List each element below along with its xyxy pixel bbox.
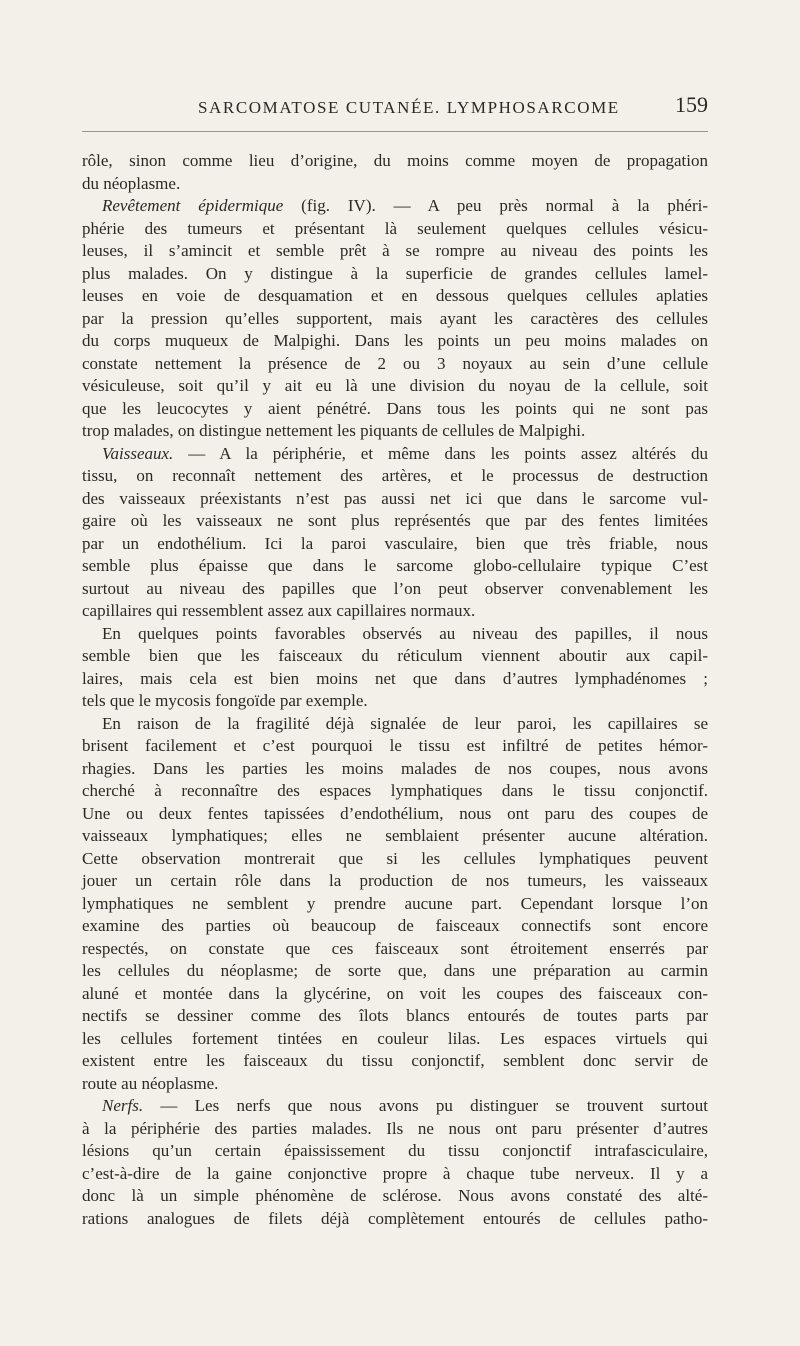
text-line	[82, 1163, 708, 1186]
section-heading: Vaisseaux.	[102, 443, 174, 463]
text-line	[82, 690, 708, 713]
line-text: rhagies. Dans les parties les moins malades de nos coupes, nous avons	[82, 758, 708, 778]
line-text: semble plus épaisse que dans le sarcome globo-cellulaire typique C’est	[82, 556, 708, 575]
section-heading: Revêtement épidermique	[102, 196, 284, 215]
text-line	[82, 1073, 708, 1096]
text-line	[82, 780, 708, 803]
line-text: laires, mais cela est bien moins net que dans d’autres lymphadénomes ;	[82, 668, 708, 688]
section-heading: Nerfs.	[102, 1096, 144, 1115]
line-text: trop malades, on distingue nettement les piquants de cellules de Malpighi.	[82, 421, 586, 440]
text-line	[82, 735, 708, 758]
text-line	[82, 1095, 708, 1118]
header-rule	[82, 131, 708, 132]
text-line	[82, 443, 708, 466]
text-line	[82, 1118, 708, 1141]
line-text: lésions qu’un certain épaississement du tissu conjonctif intrafasciculaire,	[82, 1141, 708, 1160]
line-text: surtout au niveau des papilles que l’on peut observer convenablement les	[82, 578, 708, 598]
line-text: tissu, on reconnaît nettement des artères, et le processus de destruction	[82, 466, 708, 485]
text-line	[82, 308, 708, 331]
line-text: semble bien que les faisceaux du réticulum viennent aboutir aux capil-	[82, 646, 708, 665]
text-line	[82, 600, 708, 623]
line-text: cherché à reconnaître des espaces lymphatiques dans le tissu conjonctif.	[82, 781, 708, 800]
text-line	[82, 218, 708, 241]
line-text: vaisseaux lymphatiques; elles ne semblaient présenter aucune altération.	[82, 826, 708, 845]
text-line	[82, 848, 708, 871]
text-line	[82, 1208, 708, 1231]
text-line	[82, 623, 708, 646]
line-text: En quelques points favorables observés au niveau des papilles, il nous	[102, 623, 708, 643]
line-text: respectés, on constate que ces faisceaux sont étroitement enserrés par	[82, 938, 708, 958]
text-line	[82, 1050, 708, 1073]
text-line	[82, 825, 708, 848]
line-text: (fig. IV). — A peu près normal à la phéri-	[283, 196, 708, 215]
text-line	[82, 488, 708, 511]
line-text: vésiculeuse, soit qu’il y ait eu là une division du noyau de la cellule, soit	[82, 376, 708, 395]
text-line	[82, 465, 708, 488]
line-text: leuses en voie de desquamation et en dessous quelques cellules aplaties	[82, 286, 708, 305]
text-line	[82, 893, 708, 916]
line-text: du néoplasme.	[82, 173, 181, 193]
text-line	[82, 375, 708, 398]
text-line	[82, 1005, 708, 1028]
text-line	[82, 263, 708, 286]
line-text: phérie des tumeurs et présentant là seulement quelques cellules vésicu-	[82, 218, 708, 238]
line-text: nectifs se dessiner comme des îlots blancs entourés de toutes parts par	[82, 1006, 708, 1025]
text-line	[82, 1185, 708, 1208]
text-line	[82, 353, 708, 376]
text-line	[82, 983, 708, 1006]
text-line	[82, 150, 708, 173]
text-line	[82, 398, 708, 421]
line-text: — Les nerfs que nous avons pu distinguer se trouvent surtout	[143, 1096, 708, 1115]
text-line	[82, 330, 708, 353]
page-number: 159	[675, 92, 708, 117]
text-line	[82, 173, 708, 196]
text-line	[82, 645, 708, 668]
line-text: jouer un certain rôle dans la production de nos tumeurs, les vaisseaux	[82, 871, 708, 890]
line-text: donc là un simple phénomène de sclérose. Nous avons constaté des alté-	[82, 1186, 708, 1205]
line-text: leuses, il s’amincit et semble prêt à se rompre au niveau des points les	[82, 241, 708, 260]
line-text: rations analogues de filets déjà complètement entourés de cellules patho-	[82, 1208, 708, 1228]
text-line	[82, 240, 708, 263]
text-line	[82, 1028, 708, 1051]
text-line	[82, 915, 708, 938]
line-text: que les leucocytes y aient pénétré. Dans tous les points qui ne sont pas	[82, 398, 708, 418]
line-text: Une ou deux fentes tapissées d’endothélium, nous ont paru des coupes de	[82, 803, 708, 823]
line-text: lymphatiques ne semblent y prendre aucune part. Cependant lorsque l’on	[82, 893, 708, 913]
line-text: des vaisseaux préexistants n’est pas aussi net ici que dans le sarcome vul-	[82, 488, 708, 508]
line-text: existent entre les faisceaux du tissu conjonctif, semblent donc servir de	[82, 1051, 708, 1070]
text-line	[82, 938, 708, 961]
text-line	[82, 555, 708, 578]
line-text: par un endothélium. Ici la paroi vasculaire, bien que très friable, nous	[82, 533, 708, 553]
body-text	[82, 150, 708, 1230]
line-text: examine des parties où beaucoup de faisceaux connectifs sont encore	[82, 916, 708, 935]
text-line	[82, 578, 708, 601]
text-line	[82, 533, 708, 556]
text-line	[82, 420, 708, 443]
page-header	[82, 92, 708, 122]
line-text: capillaires qui ressemblent assez aux capillaires normaux.	[82, 601, 476, 620]
line-text: rôle, sinon comme lieu d’origine, du moins comme moyen de propagation	[82, 151, 708, 170]
text-line	[82, 195, 708, 218]
line-text: aluné et montée dans la glycérine, on voit les coupes des faisceaux con-	[82, 983, 708, 1003]
line-text: les cellules du néoplasme; de sorte que, dans une préparation au carmin	[82, 961, 708, 980]
line-text: En raison de la fragilité déjà signalée de leur paroi, les capillaires se	[102, 713, 708, 733]
line-text: par la pression qu’elles supportent, mais ayant les caractères des cellules	[82, 308, 708, 328]
line-text: plus malades. On y distingue à la superficie de grandes cellules lamel-	[82, 263, 708, 283]
text-line	[82, 1140, 708, 1163]
text-line	[82, 803, 708, 826]
line-text: gaire où les vaisseaux ne sont plus représentés que par des fentes limitées	[82, 511, 708, 530]
line-text: — A la périphérie, et même dans les points assez altérés du	[173, 443, 708, 463]
line-text: constate nettement la présence de 2 ou 3 noyaux au sein d’une cellule	[82, 353, 708, 373]
text-line	[82, 758, 708, 781]
line-text: brisent facilement et c’est pourquoi le tissu est infiltré de petites hémor-	[82, 736, 708, 755]
text-line	[82, 960, 708, 983]
line-text: à la périphérie des parties malades. Ils ne nous ont paru présenter d’autres	[82, 1118, 708, 1138]
line-text: tels que le mycosis fongoïde par exemple.	[82, 691, 368, 710]
line-text: du corps muqueux de Malpighi. Dans les points un peu moins malades on	[82, 331, 708, 350]
text-line	[82, 510, 708, 533]
line-text: c’est-à-dire de la gaine conjonctive propre à chaque tube nerveux. Il y a	[82, 1163, 708, 1183]
line-text: route au néoplasme.	[82, 1073, 219, 1093]
running-head: SARCOMATOSE CUTANÉE. LYMPHOSARCOME	[198, 98, 620, 117]
line-text: les cellules fortement tintées en couleur lilas. Les espaces virtuels qui	[82, 1028, 708, 1048]
text-line	[82, 668, 708, 691]
text-line	[82, 870, 708, 893]
text-line	[82, 713, 708, 736]
text-line	[82, 285, 708, 308]
line-text: Cette observation montrerait que si les cellules lymphatiques peuvent	[82, 848, 708, 868]
